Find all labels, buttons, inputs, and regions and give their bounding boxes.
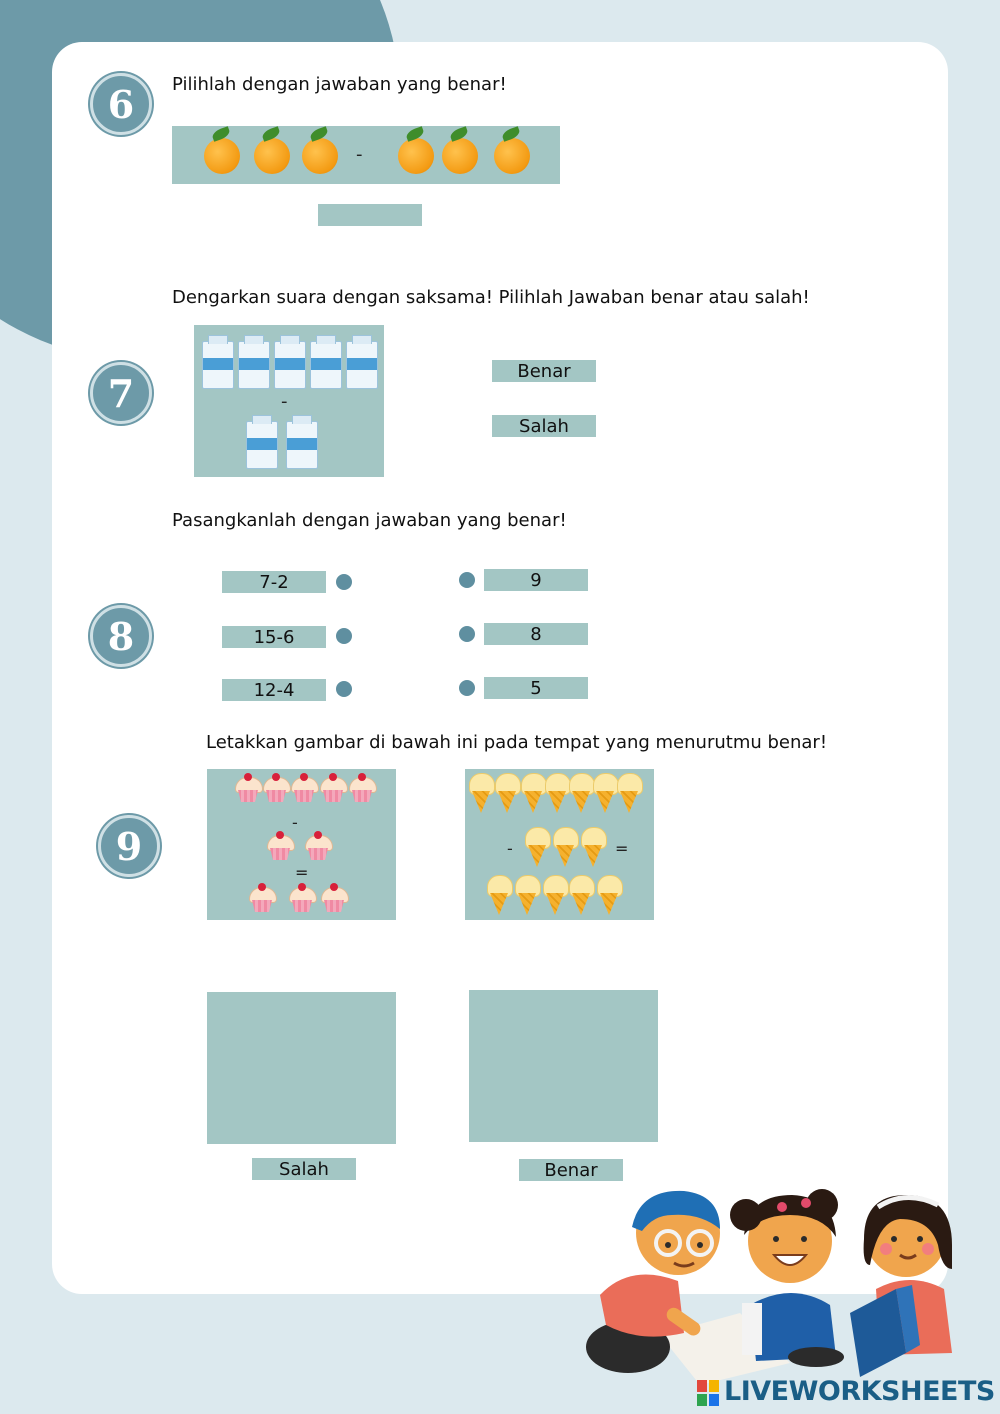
- q9-label-salah: Salah: [252, 1158, 356, 1180]
- cupcake-icon: [235, 773, 261, 803]
- cupcake-icon: [305, 831, 331, 861]
- q6-instruction: Pilihlah dengan jawaban yang benar!: [172, 74, 507, 95]
- ice-cream-icon: [487, 875, 511, 915]
- milk-carton-icon: [274, 341, 306, 389]
- girl-shoes: [788, 1347, 844, 1367]
- q8-right-item-1: 9: [484, 569, 588, 591]
- q9-card1-equals: =: [295, 863, 309, 882]
- ice-cream-icon: [521, 773, 545, 813]
- cupcake-icon: [349, 773, 375, 803]
- boy-eye: [697, 1242, 703, 1248]
- q6-operator: -: [356, 144, 363, 165]
- cupcake-icon: [321, 883, 347, 913]
- ice-cream-icon: [581, 827, 605, 867]
- q8-left-dot-1[interactable]: [336, 574, 352, 590]
- right-girl-cheek: [880, 1243, 892, 1255]
- q9-card2-operator: -: [507, 839, 513, 858]
- cupcake-icon: [289, 883, 315, 913]
- ice-cream-icon: [495, 773, 519, 813]
- q6-oranges-panel: [172, 126, 560, 184]
- girl-hair-bun: [730, 1199, 762, 1231]
- ice-cream-icon: [469, 773, 493, 813]
- q8-right-item-3: 5: [484, 677, 588, 699]
- milk-carton-icon: [238, 341, 270, 389]
- q7-instruction: Dengarkan suara dengan saksama! Pilihlah Jawaban benar atau salah!: [172, 287, 810, 308]
- ice-cream-icon: [597, 875, 621, 915]
- q9-draggable-icecreams[interactable]: [465, 769, 654, 920]
- q9-drop-zone-salah[interactable]: [207, 992, 396, 1144]
- right-girl-eye: [891, 1236, 897, 1242]
- q8-right-dot-3[interactable]: [459, 680, 475, 696]
- liveworksheets-logo-icon: [697, 1380, 719, 1406]
- q7-operator: -: [281, 391, 288, 412]
- cupcake-icon: [249, 883, 275, 913]
- q9-card1-operator: -: [292, 813, 298, 832]
- girl-hair-clip: [777, 1202, 787, 1212]
- right-girl-eye: [917, 1236, 923, 1242]
- children-illustration: [560, 1185, 1000, 1385]
- cupcake-icon: [263, 773, 289, 803]
- q8-left-item-2: 15-6: [222, 626, 326, 648]
- q9-instruction: Letakkan gambar di bawah ini pada tempat yang menurutmu benar!: [206, 732, 828, 753]
- q7-option-benar[interactable]: Benar: [492, 360, 596, 382]
- girl-hair-bun: [806, 1189, 838, 1221]
- ice-cream-icon: [569, 875, 593, 915]
- ice-cream-icon: [543, 875, 567, 915]
- q6-answer-dropdown[interactable]: [318, 204, 422, 226]
- cupcake-icon: [291, 773, 317, 803]
- q8-left-dot-2[interactable]: [336, 628, 352, 644]
- cupcake-icon: [267, 831, 293, 861]
- girl-hair-clip: [801, 1198, 811, 1208]
- q9-draggable-cupcakes[interactable]: [207, 769, 396, 920]
- q8-left-item-1: 7-2: [222, 571, 326, 593]
- ice-cream-icon: [525, 827, 549, 867]
- milk-carton-icon: [310, 341, 342, 389]
- ice-cream-icon: [545, 773, 569, 813]
- ice-cream-icon: [593, 773, 617, 813]
- q8-left-item-3: 12-4: [222, 679, 326, 701]
- question-number-8: 8: [90, 605, 152, 667]
- question-number-7: 7: [90, 362, 152, 424]
- q7-milk-panel: [194, 325, 384, 477]
- q7-option-salah[interactable]: Salah: [492, 415, 596, 437]
- milk-carton-icon: [346, 341, 378, 389]
- orange-icon: [204, 138, 240, 174]
- orange-icon: [442, 138, 478, 174]
- q8-right-item-2: 8: [484, 623, 588, 645]
- question-number-9: 9: [98, 815, 160, 877]
- orange-icon: [254, 138, 290, 174]
- girl-eye: [801, 1236, 807, 1242]
- q9-card2-equals: =: [615, 839, 629, 858]
- ice-cream-icon: [617, 773, 641, 813]
- liveworksheets-brand[interactable]: LIVEWORKSHEETS: [724, 1376, 995, 1407]
- boy-eye: [665, 1242, 671, 1248]
- orange-icon: [302, 138, 338, 174]
- book-shape: [850, 1289, 906, 1377]
- orange-icon: [398, 138, 434, 174]
- girl-eye: [773, 1236, 779, 1242]
- milk-carton-icon: [286, 421, 318, 469]
- q8-left-dot-3[interactable]: [336, 681, 352, 697]
- right-girl-cheek: [922, 1243, 934, 1255]
- milk-carton-icon: [246, 421, 278, 469]
- q8-instruction: Pasangkanlah dengan jawaban yang benar!: [172, 510, 567, 531]
- q9-label-benar: Benar: [519, 1159, 623, 1181]
- boy-shirt: [600, 1275, 684, 1337]
- ice-cream-icon: [553, 827, 577, 867]
- question-number-6: 6: [90, 73, 152, 135]
- orange-icon: [494, 138, 530, 174]
- q8-right-dot-2[interactable]: [459, 626, 475, 642]
- q8-right-dot-1[interactable]: [459, 572, 475, 588]
- ice-cream-icon: [515, 875, 539, 915]
- girl-sleeve: [742, 1303, 762, 1355]
- cupcake-icon: [320, 773, 346, 803]
- ice-cream-icon: [569, 773, 593, 813]
- q9-drop-zone-benar[interactable]: [469, 990, 658, 1142]
- milk-carton-icon: [202, 341, 234, 389]
